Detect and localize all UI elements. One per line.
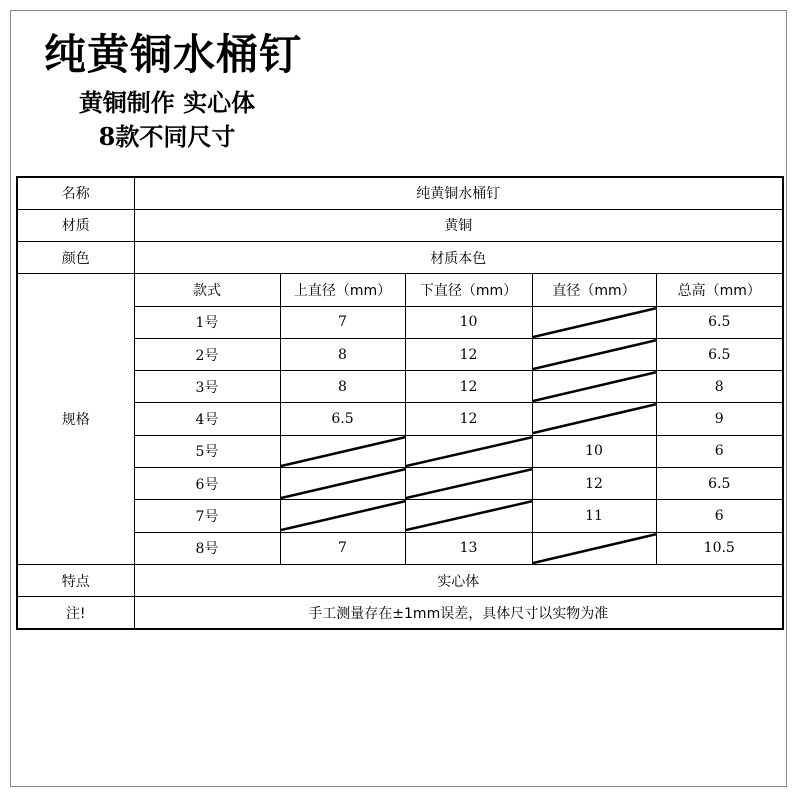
top-diameter-cell: 7 (280, 306, 405, 338)
slash-line (533, 339, 656, 370)
total-height-cell: 9 (656, 403, 783, 435)
empty-slash-cell (280, 500, 405, 532)
total-height-cell: 6.5 (656, 306, 783, 338)
total-height-cell: 6 (656, 435, 783, 467)
header-total-height: 总高（mm） (656, 274, 783, 306)
slash-line (533, 403, 656, 434)
header-model: 款式 (134, 274, 280, 306)
slash-line (406, 500, 532, 531)
material-label: 材质 (17, 209, 134, 241)
model-cell: 8号 (134, 532, 280, 564)
slash-line (406, 468, 532, 499)
color-value: 材质本色 (134, 242, 783, 274)
feature-label: 特点 (17, 564, 134, 596)
top-diameter-cell: 6.5 (280, 403, 405, 435)
spec-header-row (17, 274, 783, 306)
spec-table (16, 176, 784, 630)
bottom-diameter-cell: 13 (405, 532, 532, 564)
model-cell: 7号 (134, 500, 280, 532)
product-title: 纯黄铜水桶钉 (44, 30, 303, 79)
row-note (17, 597, 783, 629)
top-diameter-cell: 8 (280, 338, 405, 370)
total-height-cell: 6 (656, 500, 783, 532)
total-height-cell: 6.5 (656, 468, 783, 500)
subtitle-material: 黄铜制作 实心体 (78, 88, 256, 117)
diameter-cell: 11 (532, 500, 656, 532)
model-cell: 3号 (134, 371, 280, 403)
total-height-cell: 6.5 (656, 338, 783, 370)
empty-slash-cell (405, 500, 532, 532)
empty-slash-cell (532, 371, 656, 403)
top-diameter-cell: 7 (280, 532, 405, 564)
slash-line (533, 307, 656, 338)
row-name (17, 177, 783, 209)
empty-slash-cell (532, 338, 656, 370)
total-height-cell: 8 (656, 371, 783, 403)
empty-slash-cell (280, 435, 405, 467)
slash-line (281, 468, 405, 499)
note-value: 手工测量存在±1mm误差，具体尺寸以实物为准 (134, 597, 783, 629)
empty-slash-cell (532, 306, 656, 338)
diameter-cell: 10 (532, 435, 656, 467)
name-label: 名称 (17, 177, 134, 209)
slash-line (406, 436, 532, 467)
bottom-diameter-cell: 10 (405, 306, 532, 338)
row-color (17, 242, 783, 274)
empty-slash-cell (405, 468, 532, 500)
header-top-diameter: 上直径（mm） (280, 274, 405, 306)
empty-slash-cell (405, 435, 532, 467)
model-cell: 2号 (134, 338, 280, 370)
subtitle-sizes: 8款不同尺寸 (98, 122, 236, 151)
slash-line (281, 436, 405, 467)
row-feature (17, 564, 783, 596)
bottom-diameter-cell: 12 (405, 338, 532, 370)
note-label: 注! (17, 597, 134, 629)
empty-slash-cell (280, 468, 405, 500)
empty-slash-cell (532, 532, 656, 564)
slash-line (281, 500, 405, 531)
feature-value: 实心体 (134, 564, 783, 596)
bottom-diameter-cell: 12 (405, 403, 532, 435)
material-value: 黄铜 (134, 209, 783, 241)
empty-slash-cell (532, 403, 656, 435)
name-value: 纯黄铜水桶钉 (134, 177, 783, 209)
header-diameter: 直径（mm） (532, 274, 656, 306)
model-cell: 4号 (134, 403, 280, 435)
header-bottom-diameter: 下直径（mm） (405, 274, 532, 306)
total-height-cell: 10.5 (656, 532, 783, 564)
model-cell: 5号 (134, 435, 280, 467)
color-label: 颜色 (17, 242, 134, 274)
diameter-cell: 12 (532, 468, 656, 500)
top-diameter-cell: 8 (280, 371, 405, 403)
row-material (17, 209, 783, 241)
slash-line (533, 533, 656, 564)
spec-label: 规格 (17, 274, 134, 565)
model-cell: 6号 (134, 468, 280, 500)
slash-line (533, 371, 656, 402)
model-cell: 1号 (134, 306, 280, 338)
bottom-diameter-cell: 12 (405, 371, 532, 403)
